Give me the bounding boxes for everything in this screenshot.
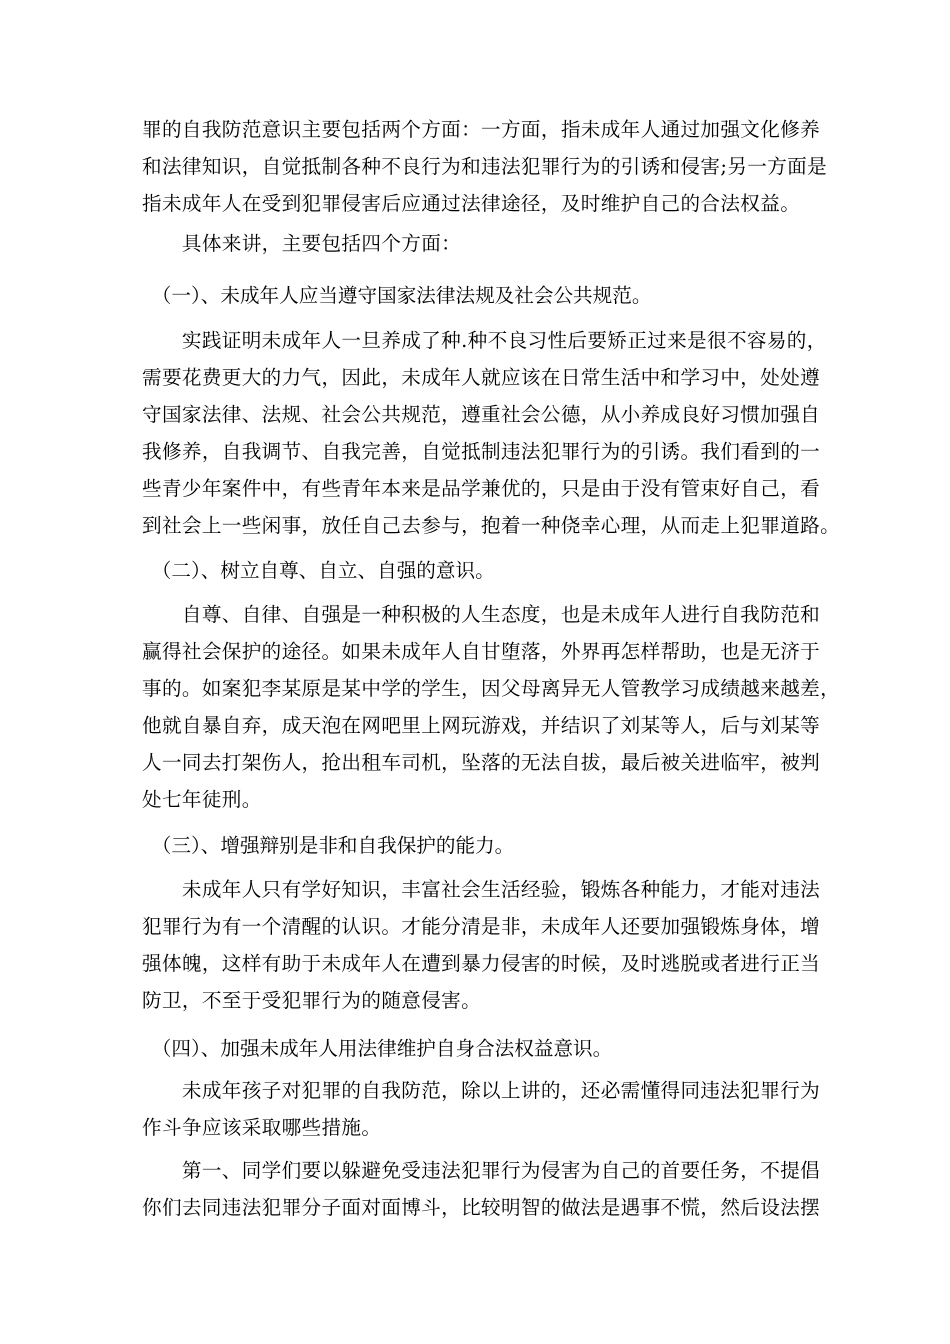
paragraph-section-3-body [142, 871, 821, 1019]
text-line: 到社会上一些闲事，放任自己去参与，抱着一种侥幸心理，从而走上犯罪道路。 [142, 514, 841, 537]
paragraph-section-4-body [142, 1072, 821, 1146]
text-line: 防卫，不至于受犯罪行为的随意侵害。 [142, 989, 482, 1012]
paragraph-four-aspects [142, 225, 812, 262]
paragraph-section-1-body [142, 322, 841, 544]
text-line: 赢得社会保护的途径。如果未成年人自甘堕落，外界再怎样帮助，也是无济于 [142, 640, 821, 663]
text-line: （三）、增强辩别是非和自我保护的能力。 [142, 834, 515, 857]
text-line: 些青少年案件中，有些青年本来是品学兼优的，只是由于没有管束好自己，看 [142, 477, 821, 500]
text-line: （一）、未成年人应当遵守国家法律法规及社会公共规范。 [142, 284, 652, 307]
text-line: 指未成年人在受到犯罪侵害后应通过法律途径，及时维护自己的合法权益。 [142, 192, 801, 215]
section-heading-3 [142, 827, 812, 864]
paragraph-intro [142, 111, 828, 222]
text-line: 具体来讲，主要包括四个方面： [142, 232, 462, 255]
text-line: 你们去同违法犯罪分子面对面博斗，比较明智的做法是遇事不慌，然后设法摆 [142, 1196, 821, 1219]
text-line: 人一同去打架伤人，抢出租车司机，坠落的无法自拔，最后被关进临牢，被判 [142, 751, 821, 774]
text-line: 未成年孩子对犯罪的自我防范，除以上讲的，还必需懂得同违法犯罪行为 [142, 1079, 821, 1102]
section-heading-2 [142, 552, 812, 589]
text-line: 犯罪行为有一个清醒的认识。才能分清是非，未成年人还要加强锻炼身体，增 [142, 915, 821, 938]
paragraph-measure-1 [142, 1152, 821, 1226]
text-line: 守国家法律、法规、社会公共规范，遵重社会公德，从小养成良好习惯加强自 [142, 403, 821, 426]
text-line: 作斗争应该采取哪些措施。 [142, 1116, 382, 1139]
text-line: 他就自暴自弃，成天泡在网吧里上网玩游戏，并结识了刘某等人，后与刘某等 [142, 714, 821, 737]
text-line: （二）、树立自尊、自立、自强的意识。 [142, 559, 495, 582]
text-line: 我修养，自我调节、自我完善，自觉抵制违法犯罪行为的引诱。我们看到的一 [142, 440, 821, 463]
text-line: （四）、加强未成年人用法律维护自身合法权益意识。 [142, 1037, 613, 1060]
text-line: 未成年人只有学好知识，丰富社会生活经验，锻炼各种能力，才能对违法 [142, 878, 821, 901]
paragraph-section-2-body [142, 596, 841, 818]
text-line: 强体魄，这样有助于未成年人在遭到暴力侵害的时候，及时逃脱或者进行正当 [142, 952, 821, 975]
text-line: 处七年徒刑。 [142, 788, 262, 811]
text-line: 需要花费更大的力气，因此，未成年人就应该在日常生活中和学习中，处处遵 [142, 366, 821, 389]
text-line: 实践证明未成年人一旦养成了种.种不良习性后要矫正过来是很不容易的， [142, 329, 827, 352]
text-line: 第一、同学们要以躲避免受违法犯罪行为侵害为自己的首要任务，不提倡 [142, 1159, 821, 1182]
section-heading-1 [142, 277, 812, 314]
text-line: 自尊、自律、自强是一种积极的人生态度，也是未成年人进行自我防范和 [142, 603, 821, 626]
text-line: 罪的自我防范意识主要包括两个方面：一方面，指未成年人通过加强文化修养 [142, 118, 821, 141]
text-line: 和法律知识，自觉抵制各种不良行为和违法犯罪行为的引诱和侵害;另一方面是 [142, 155, 828, 178]
text-line: 事的。如案犯李某原是某中学的学生，因父母离异无人管教学习成绩越来越差， [142, 677, 841, 700]
section-heading-4 [142, 1030, 812, 1067]
